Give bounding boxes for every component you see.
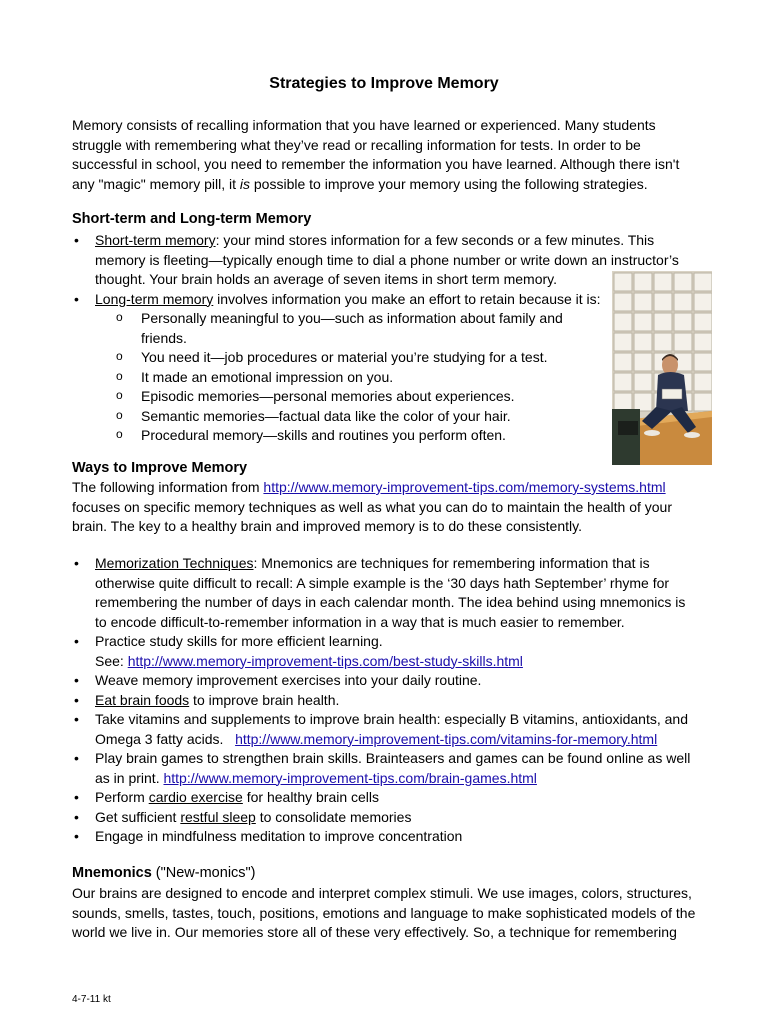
term-brain-foods: Eat brain foods — [95, 691, 190, 708]
sub-list-item: o It made an emotional impression on you. — [95, 368, 692, 388]
ways-intro-paragraph: The following information from http://www.memory-improvement-tips.com/memory-systems.html focuses on specific memory techniques as well as what you can do to maintain the health of your brain. The key to a healthy brain and improved memory is to do these consistently. — [72, 479, 672, 534]
intro-line: Memory consists of recalling information that you have learned or experienced. Many students — [72, 117, 656, 133]
list-item: • Engage in mindfulness meditation to improve concentration — [72, 827, 712, 847]
list-item: • Perform cardio exercise for healthy brain cells — [72, 788, 712, 808]
study-skills-link[interactable]: http://www.memory-improvement-tips.com/best-study-skills.html — [127, 652, 523, 669]
list-item: • Weave memory improvement exercises into your daily routine. — [72, 671, 712, 691]
term-short-term: Short-term memory — [95, 232, 216, 248]
intro-line: struggle with remembering what they’ve read or recalling information for tests. In order to be — [72, 136, 641, 153]
list-item: • Take vitamins and supplements to improve brain health: especially B vitamins, antioxidants, and Omega 3 fatty acids. http://www.memory-improvement-tips.com/vitamins-for-memory.html — [72, 710, 712, 749]
term-memorization: Memorization Techniques — [95, 555, 254, 571]
list-item: • Play brain games to strengthen brain skills. Brainteasers and games can be found online as well as in print. http://www.memory-improvement-tips.com/brain-games.html — [72, 749, 712, 788]
footer-note: 4-7-11 kt — [72, 994, 111, 1005]
ways-list — [72, 554, 712, 847]
term-cardio: cardio exercise — [148, 789, 243, 805]
long-term-sublist — [95, 309, 692, 446]
sub-list-item: o Semantic memories—factual data like the color of your hair. — [95, 407, 692, 427]
memory-systems-link[interactable]: http://www.memory-improvement-tips.com/memory-systems.html — [263, 479, 666, 495]
list-item: • Get sufficient restful sleep to consolidate memories — [72, 808, 712, 828]
sub-list-item: o Procedural memory—skills and routines you perform often. — [95, 426, 692, 446]
student-reading-illustration — [612, 271, 712, 465]
brain-games-link[interactable]: http://www.memory-improvement-tips.com/brain-games.html — [163, 769, 537, 786]
section-heading-memory-types: Short-term and Long-term Memory — [72, 211, 312, 227]
term-sleep: restful sleep — [180, 808, 256, 825]
sub-list-item: o Episodic memories—personal memories about experiences. — [95, 387, 692, 407]
list-item: • Eat brain foods to improve brain health. — [72, 691, 712, 711]
vitamins-link[interactable]: http://www.memory-improvement-tips.com/vitamins-for-memory.html — [235, 730, 658, 747]
section-heading-mnemonics: Mnemonics ("New-monics") — [72, 865, 256, 881]
list-item: • Long-term memory involves information you make an effort to retain because it is: o Personally meaningful to you—such as information about family and friends. o You need it—job procedures or material you’re studying for a test. o It made an emotional impression on you. o Episodic memories—personal memories about experiences. o Semantic memories—factual data like the color of your hair. o Procedural memory—skills and routines you perform often. — [72, 290, 692, 446]
list-item: • Practice study skills for more efficient learning. See: http://www.memory-improvement-tips.com/best-study-skills.html — [72, 632, 712, 671]
sub-list-item: o You need it—job procedures or material you’re studying for a test. — [95, 348, 692, 368]
list-item: • Short-term memory: your mind stores information for a few seconds or a few minutes. This memory is fleeting—typically enough time to dial a phone number or write down an instructor’s thought. Your brain holds an average of seven items in short term memory. — [72, 231, 692, 290]
term-long-term: Long-term memory — [95, 290, 214, 307]
intro-line: successful in school, you need to remember the information you have learned. Although there isn't — [72, 156, 680, 172]
memory-types-list — [72, 231, 692, 446]
section-heading-ways: Ways to Improve Memory — [72, 460, 248, 476]
intro-line: any "magic" memory pill, it is possible to improve your memory using the following strategies. — [72, 175, 648, 192]
emphasis: is — [239, 175, 250, 192]
intro-paragraph — [72, 116, 692, 194]
list-item: • Memorization Techniques: Mnemonics are techniques for remembering information that is otherwise quite difficult to recall: A simple example is the ‘30 days hath September’ rhyme for remembering the number of days in each calendar month. The idea behind using mnemonics is to encode difficult-to-remember information in a way that is much easier to remember. — [72, 554, 712, 632]
page-title: Strategies to Improve Memory — [269, 75, 499, 92]
student-reading-photo — [612, 271, 712, 465]
mnemonics-paragraph: Our brains are designed to encode and interpret complex stimuli. We use images, colors, structures, sounds, smells, tastes, touch, positions, emotions and language to make sophisticated models of the world we live in. Our memories store all of these very effectively. So, a technique for remembering — [72, 885, 696, 940]
sub-list-item: o Personally meaningful to you—such as information about family and friends. — [95, 309, 692, 348]
